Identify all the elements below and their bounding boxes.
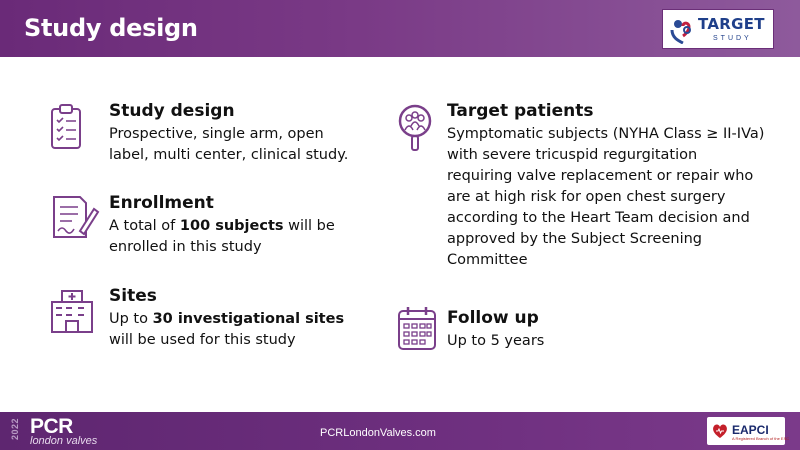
group-magnifier-icon xyxy=(397,104,433,152)
footer-url[interactable]: PCRLondonValves.com xyxy=(320,427,436,439)
section-body xyxy=(447,124,764,271)
body-text: will be xyxy=(283,218,335,234)
body-line: Symptomatic subjects (NYHA Class ≥ II-IVa) xyxy=(447,126,765,142)
body-line: with severe tricuspid regurgitation xyxy=(447,147,698,163)
body-line xyxy=(109,216,335,237)
logo-subtext: STUDY xyxy=(713,35,752,42)
hospital-icon xyxy=(50,288,94,334)
body-line: according to the Heart Team decision and xyxy=(447,210,750,226)
eapci-subtext: A Registered Branch of the ESC xyxy=(732,436,790,441)
section-body xyxy=(109,124,348,166)
heart-logo-icon xyxy=(669,16,697,44)
target-study-logo xyxy=(662,9,774,49)
calendar-icon xyxy=(397,305,437,351)
heart-icon xyxy=(711,422,729,440)
body-line: are at high risk for open chest surgery xyxy=(447,189,726,205)
body-emphasis: 30 investigational sites xyxy=(152,311,345,327)
pcr-logo-subtitle: london valves xyxy=(30,435,98,447)
body-line: approved by the Subject Screening xyxy=(447,231,703,247)
body-line: enrolled in this study xyxy=(109,239,262,255)
section-title: Study design xyxy=(109,101,235,121)
title-bar xyxy=(0,0,800,57)
body-text: A total of xyxy=(109,218,180,234)
footer-bar xyxy=(0,412,800,450)
body-line: Up to 5 years xyxy=(447,333,545,349)
eapci-wordmark: EAPCI xyxy=(732,423,769,437)
section-body xyxy=(447,331,544,352)
section-title: Target patients xyxy=(447,101,594,121)
body-line: Prospective, single arm, open xyxy=(109,126,324,142)
logo-wordmark: TARGET xyxy=(698,15,765,33)
body-line xyxy=(109,309,344,330)
body-emphasis: 100 subjects xyxy=(179,218,284,234)
section-title: Sites xyxy=(109,286,157,306)
body-line: requiring valve replacement or repair who xyxy=(447,168,754,184)
pcr-logo: PCR xyxy=(30,415,73,438)
section-title: Follow up xyxy=(447,308,539,328)
section-body xyxy=(109,216,335,258)
body-text: Up to xyxy=(109,311,153,327)
section-body xyxy=(109,309,344,351)
eapci-logo xyxy=(707,417,790,445)
page-title: Study design xyxy=(24,14,198,42)
document-pen-icon xyxy=(50,195,100,241)
body-line: label, multi center, clinical study. xyxy=(109,147,349,163)
pcr-year: 2022 xyxy=(10,418,20,441)
body-line: Committee xyxy=(447,252,528,268)
body-line: will be used for this study xyxy=(109,332,296,348)
section-title: Enrollment xyxy=(109,193,214,213)
clipboard-checklist-icon xyxy=(50,104,82,150)
